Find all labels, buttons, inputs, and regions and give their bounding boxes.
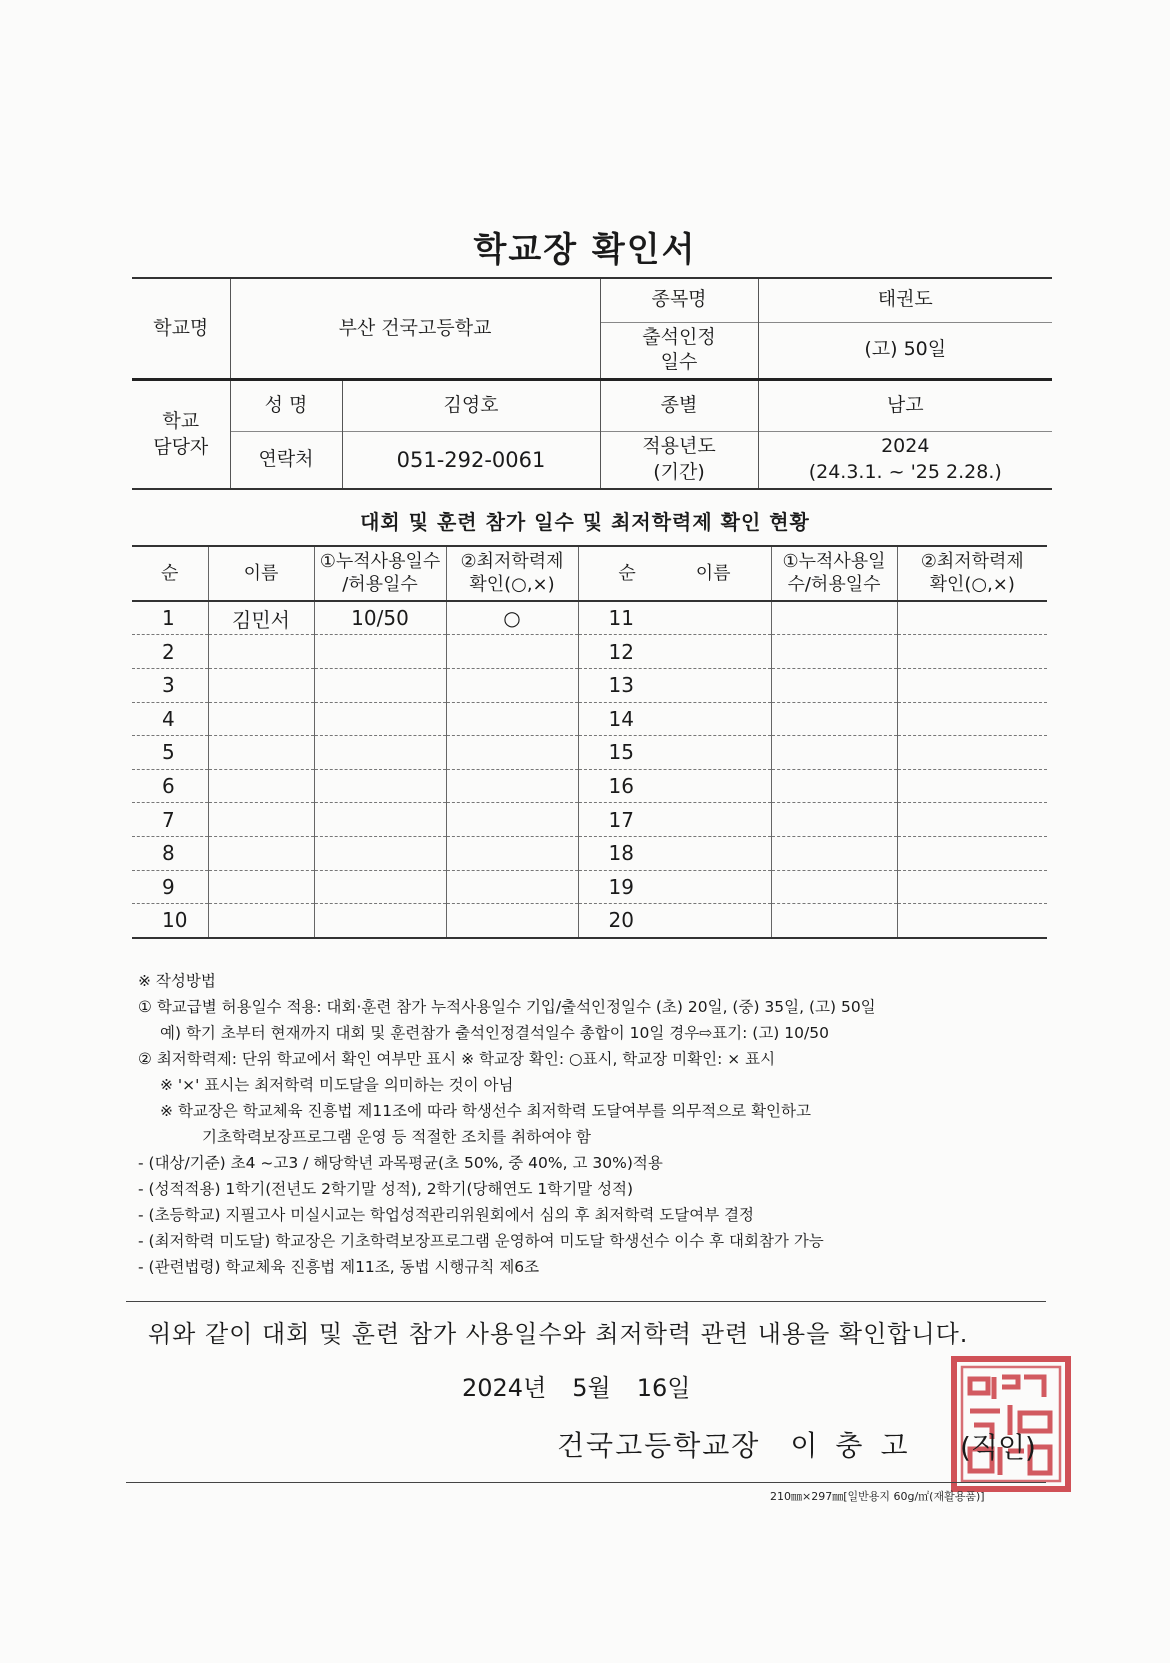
row-days xyxy=(314,635,446,669)
manager-label-line1: 학교 xyxy=(162,409,200,432)
row-number: 8 xyxy=(132,836,208,870)
row-days-right xyxy=(771,803,897,837)
participant-header-row xyxy=(132,546,1047,601)
row-number: 4 xyxy=(132,702,208,736)
confirmation-statement: 위와 같이 대회 및 훈련 참가 사용일수와 최저학력 관련 내용을 확인합니다. xyxy=(148,1320,969,1348)
row-days-right xyxy=(771,668,897,702)
row-name: 김민서 xyxy=(208,601,314,635)
row-check xyxy=(446,668,578,702)
year-value-year: 2024 xyxy=(881,435,930,458)
row-name xyxy=(208,769,314,803)
row-check-right xyxy=(897,769,1047,803)
row-name xyxy=(208,904,314,938)
header-no-name-right xyxy=(578,546,771,601)
issue-date xyxy=(462,1368,716,1403)
row-check-right xyxy=(897,601,1047,635)
row-days-right xyxy=(771,904,897,938)
participant-rows xyxy=(132,601,1047,938)
attendance-label-line1: 출석인정 xyxy=(642,325,716,348)
row-number-right: 18 xyxy=(578,836,771,870)
year-value-period: (24.3.1. ~ '25 2.28.) xyxy=(808,461,1002,484)
note-line: ※ '×' 표시는 최저학력 미도달을 의미하는 것이 아님 xyxy=(160,1076,514,1094)
row-check xyxy=(446,702,578,736)
header-no: 순 xyxy=(132,546,208,601)
contact-label: 연락처 xyxy=(230,431,342,489)
row-number-right: 12 xyxy=(578,635,771,669)
header-no-right: 순 xyxy=(618,562,636,584)
note-line: 기초학력보장프로그램 운영 등 적절한 조치를 취하여야 함 xyxy=(202,1128,591,1146)
attendance-label-line2: 일수 xyxy=(660,351,698,374)
official-seal-stamp xyxy=(950,1355,1072,1493)
row-name xyxy=(208,635,314,669)
attendance-value: (고) 50일 xyxy=(758,322,1052,379)
note-line: ② 최저학력제: 단위 학교에서 확인 여부만 표시 ※ 학교장 확인: ○표시, 학교장 미확인: × 표시 xyxy=(138,1050,776,1068)
date-year: 2024년 xyxy=(462,1374,547,1402)
type-label: 종별 xyxy=(600,379,758,431)
row-check-right xyxy=(897,803,1047,837)
year-label-line2: (기간) xyxy=(653,461,705,484)
row-days-right xyxy=(771,769,897,803)
list-subtitle: 대회 및 훈련 참가 일수 및 최저학력제 확인 현황 xyxy=(360,510,810,534)
row-name xyxy=(208,702,314,736)
row-days-right xyxy=(771,736,897,770)
note-line: - (성적적용) 1학기(전년도 2학기말 성적), 2학기(당해연도 1학기말 성적) xyxy=(138,1180,634,1198)
header-days-right-line2: 수/허용일수 xyxy=(787,574,881,596)
divider xyxy=(126,1301,1046,1302)
row-check-right xyxy=(897,702,1047,736)
row-number-right: 19 xyxy=(578,870,771,904)
header-name-right: 이름 xyxy=(695,562,731,584)
row-check-right xyxy=(897,870,1047,904)
table-row xyxy=(132,736,1047,770)
row-number: 9 xyxy=(132,870,208,904)
divider xyxy=(126,1482,1046,1483)
row-check-right xyxy=(897,736,1047,770)
row-check: ○ xyxy=(446,601,578,635)
row-check xyxy=(446,803,578,837)
row-number: 5 xyxy=(132,736,208,770)
row-number-right: 14 xyxy=(578,702,771,736)
manager-label-line2: 담당자 xyxy=(153,435,209,458)
row-days-right xyxy=(771,870,897,904)
note-line: - (관련법령) 학교체육 진흥법 제11조, 동법 시행규칙 제6조 xyxy=(138,1258,540,1276)
header-min-right xyxy=(897,546,1047,601)
row-number-right: 13 xyxy=(578,668,771,702)
header-min xyxy=(446,546,578,601)
row-number: 6 xyxy=(132,769,208,803)
date-day: 16일 xyxy=(636,1374,691,1402)
row-name xyxy=(208,836,314,870)
note-line: - (초등학교) 지필고사 미실시교는 학업성적관리위원회에서 심의 후 최저학력 도달여부 결정 xyxy=(138,1206,755,1224)
year-label-line1: 적용년도 xyxy=(642,435,716,458)
header-days-right xyxy=(771,546,897,601)
row-check xyxy=(446,904,578,938)
row-days-right xyxy=(771,601,897,635)
attendance-label xyxy=(600,322,758,379)
header-name: 이름 xyxy=(208,546,314,601)
row-number: 2 xyxy=(132,635,208,669)
header-days-line1: ①누적사용일수 xyxy=(319,551,441,572)
table-row xyxy=(132,803,1047,837)
row-check xyxy=(446,769,578,803)
row-number-right: 17 xyxy=(578,803,771,837)
row-days xyxy=(314,702,446,736)
row-days-right xyxy=(771,702,897,736)
document-title: 학교장 확인서 xyxy=(473,230,697,270)
row-number: 3 xyxy=(132,668,208,702)
name-label: 성 명 xyxy=(230,379,342,431)
header-min-line1: ②최저학력제 xyxy=(460,551,564,572)
row-check xyxy=(446,836,578,870)
row-number: 10 xyxy=(132,904,208,938)
row-check xyxy=(446,736,578,770)
year-label xyxy=(600,431,758,489)
signer-name: 이충고 xyxy=(790,1429,926,1462)
sport-value: 태권도 xyxy=(758,278,1052,322)
school-info-table xyxy=(132,277,1052,490)
table-row xyxy=(132,836,1047,870)
row-check-right xyxy=(897,635,1047,669)
row-number-right: 16 xyxy=(578,769,771,803)
note-line: ① 학교급별 허용일수 적용: 대회·훈련 참가 누적사용일수 기입/출석인정일수 (초) 20일, (중) 35일, (고) 50일 xyxy=(138,998,876,1016)
row-check-right xyxy=(897,668,1047,702)
row-days-right xyxy=(771,635,897,669)
row-name xyxy=(208,736,314,770)
note-line: 예) 학기 초부터 현재까지 대회 및 훈련참가 출석인정결석일수 총합이 10일 경우⇨표기: (고) 10/50 xyxy=(160,1024,829,1042)
table-row xyxy=(132,635,1047,669)
name-value: 김영호 xyxy=(342,379,600,431)
row-check-right xyxy=(897,904,1047,938)
row-name xyxy=(208,668,314,702)
note-line: - (최저학력 미도달) 학교장은 기초학력보장프로그램 운영하여 미도달 학생선수 이수 후 대회참가 가능 xyxy=(138,1232,824,1250)
row-days xyxy=(314,668,446,702)
row-days-right xyxy=(771,836,897,870)
instructions xyxy=(138,968,1038,1280)
header-min-right-line1: ②최저학력제 xyxy=(920,551,1024,572)
header-days-right-line1: ①누적사용일 xyxy=(782,551,886,572)
date-month: 5월 xyxy=(572,1374,611,1402)
contact-value: 051-292-0061 xyxy=(342,431,600,489)
row-check-right xyxy=(897,836,1047,870)
row-days xyxy=(314,769,446,803)
row-number-right: 20 xyxy=(578,904,771,938)
table-row xyxy=(132,702,1047,736)
sport-label: 종목명 xyxy=(600,278,758,322)
participant-table xyxy=(132,545,1047,939)
table-row xyxy=(132,601,1047,635)
manager-label xyxy=(132,379,230,489)
header-min-right-line2: 확인(○,×) xyxy=(929,574,1015,596)
row-days xyxy=(314,904,446,938)
row-days xyxy=(314,736,446,770)
school-name: 부산 건국고등학교 xyxy=(230,278,600,379)
seal-label: (직인) xyxy=(960,1431,1036,1464)
row-days: 10/50 xyxy=(314,601,446,635)
table-row xyxy=(132,668,1047,702)
note-line: ※ 작성방법 xyxy=(138,972,216,990)
year-value xyxy=(758,431,1052,489)
type-value: 남고 xyxy=(758,379,1052,431)
row-name xyxy=(208,870,314,904)
signer-title: 건국고등학교장 xyxy=(557,1429,761,1462)
row-number-right: 15 xyxy=(578,736,771,770)
header-days-line2: /허용일수 xyxy=(342,574,418,596)
row-number-right: 11 xyxy=(578,601,771,635)
row-number: 1 xyxy=(132,601,208,635)
school-label: 학교명 xyxy=(132,278,230,379)
row-number: 7 xyxy=(132,803,208,837)
row-days xyxy=(314,803,446,837)
table-row xyxy=(132,870,1047,904)
header-days xyxy=(314,546,446,601)
row-check xyxy=(446,870,578,904)
paper-spec: 210㎜×297㎜[일반용지 60g/㎡(재활용품)] xyxy=(770,1490,985,1503)
note-line: ※ 학교장은 학교체육 진흥법 제11조에 따라 학생선수 최저학력 도달여부를 의무적으로 확인하고 xyxy=(160,1102,811,1120)
signer-line xyxy=(557,1424,926,1464)
row-days xyxy=(314,870,446,904)
table-row xyxy=(132,769,1047,803)
header-min-line2: 확인(○,×) xyxy=(469,574,555,596)
table-row xyxy=(132,904,1047,938)
row-check xyxy=(446,635,578,669)
row-days xyxy=(314,836,446,870)
note-line: - (대상/기준) 초4 ~고3 / 해당학년 과목평균(초 50%, 중 40%, 고 30%)적용 xyxy=(138,1154,663,1172)
row-name xyxy=(208,803,314,837)
